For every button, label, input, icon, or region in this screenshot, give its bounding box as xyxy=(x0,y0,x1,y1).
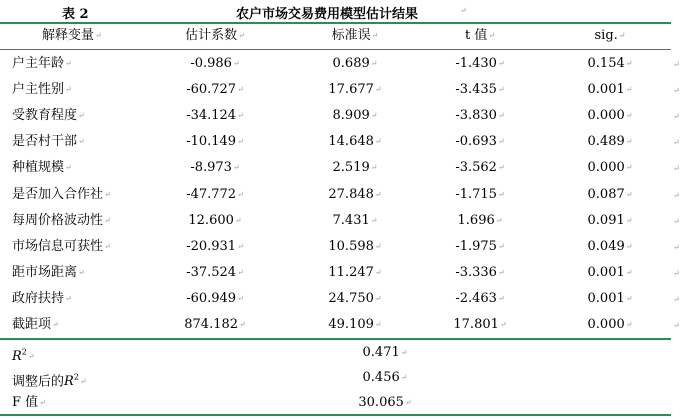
variable-name-cell: 截距项↵ xyxy=(12,317,59,332)
statistic-label: F 值↵ xyxy=(12,395,46,410)
value-cell: -1.430↵ xyxy=(455,56,505,71)
value-cell: 17.801↵ xyxy=(453,317,507,332)
header-cell: 标准误↵ xyxy=(331,28,379,43)
table-row xyxy=(0,129,680,155)
paragraph-mark-icon: ↵ xyxy=(625,137,633,147)
value-cell: -3.435↵ xyxy=(455,82,505,98)
value-cell: -34.124↵ xyxy=(186,108,244,124)
paragraph-mark-icon: ↵ xyxy=(374,189,382,199)
value-cell: -37.524↵ xyxy=(186,264,244,280)
value-cell: 0.001↵ xyxy=(587,264,633,280)
value-cell: 874.182↵ xyxy=(184,317,246,332)
paragraph-mark-icon: ↵ xyxy=(499,320,507,329)
paragraph-mark-icon: ↵ xyxy=(374,293,382,303)
paragraph-mark-icon: ↵ xyxy=(374,320,382,329)
value-cell: 0.087↵ xyxy=(587,186,633,202)
statistic-value: 0.456↵ xyxy=(362,370,408,385)
paragraph-mark-icon: ↵ xyxy=(673,112,680,122)
paragraph-mark-icon: ↵ xyxy=(400,348,408,357)
paragraph-mark-icon: ↵ xyxy=(625,85,633,95)
paragraph-mark-icon: ↵ xyxy=(79,377,87,387)
value-cell: 7.431↵ xyxy=(332,212,378,228)
statistic-label: 调整后的$R^2↵$ xyxy=(12,373,87,390)
header-cell: 估计系数↵ xyxy=(185,28,245,43)
paragraph-mark-icon: ↵ xyxy=(104,241,111,251)
variable-name-cell: 受教育程度↵ xyxy=(12,108,85,124)
paragraph-mark-icon: ↵ xyxy=(104,215,111,225)
table-title: 农户市场交易费用模型估计结果 xyxy=(236,7,419,22)
value-cell: -0.986↵ xyxy=(190,56,240,71)
value-cell: 11.247↵ xyxy=(328,264,382,280)
header-rule xyxy=(0,49,671,50)
value-cell: -3.830↵ xyxy=(455,108,505,124)
value-cell: 12.600↵ xyxy=(188,212,242,228)
paragraph-mark-icon: ↵ xyxy=(65,59,72,68)
paragraph-mark-icon: ↵ xyxy=(232,163,240,173)
variable-name-cell: 政府扶持↵ xyxy=(12,290,72,306)
paragraph-mark-icon: ↵ xyxy=(497,111,505,121)
statistic-value: 30.065↵ xyxy=(358,395,412,410)
value-cell: 0.489↵ xyxy=(587,134,633,150)
paragraph-mark-icon: ↵ xyxy=(370,163,378,173)
table-label: 表 2 xyxy=(62,7,89,22)
paragraph-mark-icon: ↵ xyxy=(673,216,680,226)
paragraph-mark-icon: ↵ xyxy=(234,215,242,225)
paragraph-mark-icon: ↵ xyxy=(673,138,680,148)
paragraph-mark-icon: ↵ xyxy=(237,137,244,147)
value-cell: -1.715↵ xyxy=(455,186,505,202)
paragraph-mark-icon: ↵ xyxy=(460,6,467,15)
paragraph-mark-icon: ↵ xyxy=(370,59,378,68)
value-cell: 27.848↵ xyxy=(328,186,382,202)
paragraph-mark-icon: ↵ xyxy=(618,31,626,40)
paragraph-mark-icon: ↵ xyxy=(625,111,633,121)
paragraph-mark-icon: ↵ xyxy=(237,85,244,95)
statistic-value: 0.471↵ xyxy=(362,345,408,360)
table-row xyxy=(0,77,680,103)
paragraph-mark-icon: ↵ xyxy=(371,31,379,40)
paragraph-mark-icon: ↵ xyxy=(374,85,382,95)
paragraph-mark-icon: ↵ xyxy=(625,241,633,251)
paragraph-mark-icon: ↵ xyxy=(625,215,633,225)
paragraph-mark-icon: ↵ xyxy=(237,241,244,251)
value-cell: 0.000↵ xyxy=(587,317,633,332)
value-cell: 17.677↵ xyxy=(328,82,382,98)
paragraph-mark-icon: ↵ xyxy=(104,189,111,199)
paragraph-mark-icon: ↵ xyxy=(625,293,633,303)
paragraph-mark-icon: ↵ xyxy=(95,31,102,40)
variable-name-cell: 户主年龄↵ xyxy=(12,56,72,71)
table-row xyxy=(0,286,680,312)
value-cell: -8.973↵ xyxy=(190,160,240,176)
value-cell: 49.109↵ xyxy=(328,317,382,332)
value-cell: 24.750↵ xyxy=(328,290,382,306)
summary-row xyxy=(0,365,677,391)
table-row xyxy=(0,234,680,260)
paragraph-mark-icon: ↵ xyxy=(65,293,72,303)
paragraph-mark-icon: ↵ xyxy=(625,320,633,329)
summary-row xyxy=(0,390,677,416)
paragraph-mark-icon: ↵ xyxy=(27,352,35,362)
paragraph-mark-icon: ↵ xyxy=(65,163,72,173)
variable-name-cell: 户主性别↵ xyxy=(12,82,72,98)
value-cell: -3.562↵ xyxy=(455,160,505,176)
table-row xyxy=(0,103,680,129)
value-cell: 8.909↵ xyxy=(332,108,378,124)
value-cell: 0.049↵ xyxy=(587,238,633,254)
table-row xyxy=(0,155,680,181)
value-cell: -47.772↵ xyxy=(186,186,244,202)
paragraph-mark-icon: ↵ xyxy=(625,267,633,277)
variable-name-cell: 市场信息可获性↵ xyxy=(12,238,111,254)
paragraph-mark-icon: ↵ xyxy=(497,267,505,277)
value-cell: -20.931↵ xyxy=(186,238,244,254)
paragraph-mark-icon: ↵ xyxy=(497,59,505,68)
value-cell: 0.000↵ xyxy=(587,160,633,176)
value-cell: 1.696↵ xyxy=(457,212,503,228)
paragraph-mark-icon: ↵ xyxy=(673,164,680,174)
table-row xyxy=(0,260,680,286)
table-row xyxy=(0,312,680,338)
table-row xyxy=(0,51,680,77)
paragraph-mark-icon: ↵ xyxy=(673,268,680,278)
header-cell: 解释变量↵ xyxy=(42,28,102,43)
value-cell: -3.336↵ xyxy=(455,264,505,280)
paragraph-mark-icon: ↵ xyxy=(237,111,244,121)
paragraph-mark-icon: ↵ xyxy=(673,242,680,252)
paragraph-mark-icon: ↵ xyxy=(374,267,382,277)
paragraph-mark-icon: ↵ xyxy=(237,293,244,303)
paragraph-mark-icon: ↵ xyxy=(52,320,59,329)
paragraph-mark-icon: ↵ xyxy=(673,321,680,330)
header-cell: t 值↵ xyxy=(464,28,496,43)
paragraph-mark-icon: ↵ xyxy=(78,111,85,121)
paragraph-mark-icon: ↵ xyxy=(497,189,505,199)
paragraph-mark-icon: ↵ xyxy=(497,293,505,303)
table-row xyxy=(0,208,680,234)
paragraph-mark-icon: ↵ xyxy=(497,163,505,173)
header-cell: sig.↵ xyxy=(594,28,626,43)
paragraph-mark-icon: ↵ xyxy=(239,320,246,329)
value-cell: 14.648↵ xyxy=(328,134,382,150)
paragraph-mark-icon: ↵ xyxy=(495,215,503,225)
value-cell: 10.598↵ xyxy=(328,238,382,254)
paragraph-mark-icon: ↵ xyxy=(370,111,378,121)
paragraph-mark-icon: ↵ xyxy=(370,215,378,225)
value-cell: -10.149↵ xyxy=(186,134,244,150)
paragraph-mark-icon: ↵ xyxy=(488,31,496,40)
value-cell: -60.949↵ xyxy=(186,290,244,306)
summary-row xyxy=(0,340,677,366)
header-row xyxy=(0,23,677,49)
paragraph-mark-icon: ↵ xyxy=(625,163,633,173)
value-cell: 0.000↵ xyxy=(587,108,633,124)
value-cell: -2.463↵ xyxy=(455,290,505,306)
value-cell: -60.727↵ xyxy=(186,82,244,98)
table-row xyxy=(0,182,680,208)
paragraph-mark-icon: ↵ xyxy=(78,137,85,147)
paragraph-mark-icon: ↵ xyxy=(673,294,680,304)
value-cell: 0.154↵ xyxy=(587,56,633,71)
paragraph-mark-icon: ↵ xyxy=(673,60,680,69)
paragraph-mark-icon: ↵ xyxy=(673,190,680,200)
value-cell: -1.975↵ xyxy=(455,238,505,254)
paragraph-mark-icon: ↵ xyxy=(232,59,240,68)
value-cell: -0.693↵ xyxy=(455,134,505,150)
paragraph-mark-icon: ↵ xyxy=(237,267,244,277)
paragraph-mark-icon: ↵ xyxy=(374,241,382,251)
variable-name-cell: 是否加入合作社↵ xyxy=(12,186,111,202)
paragraph-mark-icon: ↵ xyxy=(625,59,633,68)
paragraph-mark-icon: ↵ xyxy=(237,189,244,199)
paragraph-mark-icon: ↵ xyxy=(65,85,72,95)
value-cell: 0.689↵ xyxy=(332,56,378,71)
paragraph-mark-icon: ↵ xyxy=(78,267,85,277)
paragraph-mark-icon: ↵ xyxy=(497,241,505,251)
value-cell: 0.091↵ xyxy=(587,212,633,228)
variable-name-cell: 每周价格波动性↵ xyxy=(12,212,111,228)
paragraph-mark-icon: ↵ xyxy=(374,137,382,147)
variable-name-cell: 距市场距离↵ xyxy=(12,264,85,280)
paragraph-mark-icon: ↵ xyxy=(404,398,412,407)
paragraph-mark-icon: ↵ xyxy=(497,85,505,95)
paragraph-mark-icon: ↵ xyxy=(673,86,680,96)
paragraph-mark-icon: ↵ xyxy=(497,137,505,147)
value-cell: 0.001↵ xyxy=(587,290,633,306)
paragraph-mark-icon: ↵ xyxy=(400,373,408,382)
paragraph-mark-icon: ↵ xyxy=(39,398,46,407)
paragraph-mark-icon: ↵ xyxy=(625,189,633,199)
variable-name-cell: 是否村干部↵ xyxy=(12,134,85,150)
statistic-label: $R^2↵$ xyxy=(12,348,35,365)
variable-name-cell: 种植规模↵ xyxy=(12,160,72,176)
paragraph-mark-icon: ↵ xyxy=(238,31,245,40)
value-cell: 0.001↵ xyxy=(587,82,633,98)
value-cell: 2.519↵ xyxy=(332,160,378,176)
